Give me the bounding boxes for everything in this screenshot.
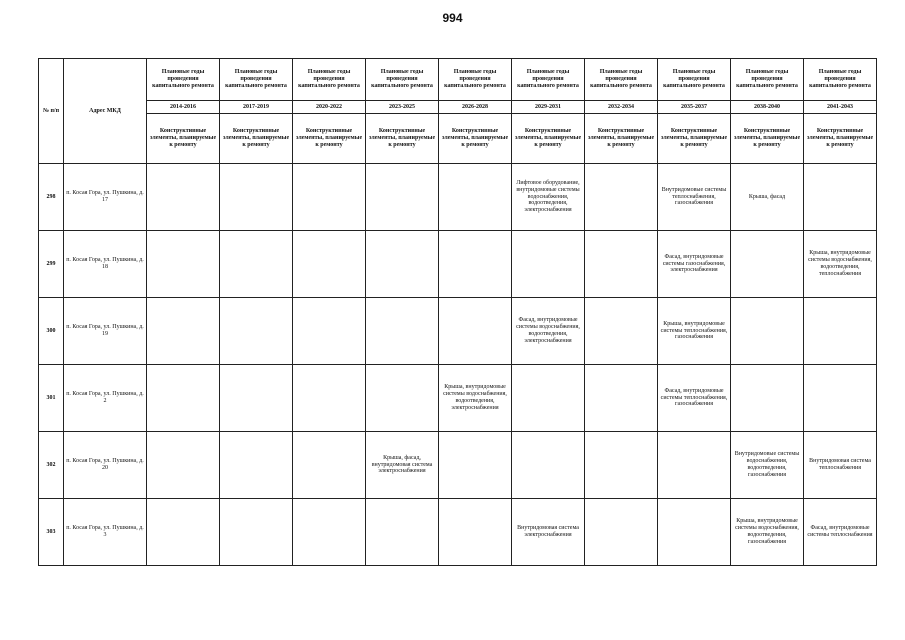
row-address: п. Косая Гора, ул. Пушкина, д. 2 <box>64 365 147 432</box>
repair-cell <box>731 231 804 298</box>
period-title: Плановые годы проведения капитального ремонта <box>439 59 512 101</box>
repair-cell <box>731 298 804 365</box>
repair-cell <box>804 164 877 231</box>
repair-cell <box>293 432 366 499</box>
period-years: 2014-2016 <box>147 101 220 114</box>
repair-cell <box>585 298 658 365</box>
row-number: 303 <box>39 499 64 566</box>
row-number: 299 <box>39 231 64 298</box>
repair-cell: Крыша, внутридомовые системы теплоснабжения, газоснабжения <box>658 298 731 365</box>
period-years: 2038-2040 <box>731 101 804 114</box>
period-years: 2032-2034 <box>585 101 658 114</box>
repair-cell <box>512 231 585 298</box>
row-number: 298 <box>39 164 64 231</box>
repair-cell <box>220 231 293 298</box>
repair-cell: Фасад, внутридомовые системы водоснабжения, водоотведения, электроснабжения <box>512 298 585 365</box>
period-title: Плановые годы проведения капитального ремонта <box>512 59 585 101</box>
repair-cell: Фасад, внутридомовые системы теплоснабжения, газоснабжения <box>658 365 731 432</box>
elements-label: Конструктивные элементы, планируемые к ремонту <box>366 114 439 164</box>
repair-cell <box>585 365 658 432</box>
repair-cell <box>366 365 439 432</box>
table-row <box>39 499 877 566</box>
repair-cell <box>512 365 585 432</box>
repair-cell <box>147 298 220 365</box>
period-years: 2026-2028 <box>439 101 512 114</box>
repair-cell <box>293 365 366 432</box>
elements-label: Конструктивные элементы, планируемые к ремонту <box>147 114 220 164</box>
repair-cell <box>220 432 293 499</box>
repair-cell <box>147 231 220 298</box>
repair-cell <box>293 231 366 298</box>
period-title: Плановые годы проведения капитального ремонта <box>293 59 366 101</box>
repair-cell <box>804 298 877 365</box>
repair-cell: Внутридомовые системы водоснабжения, водоотведения, газоснабжения <box>731 432 804 499</box>
repair-cell: Фасад, внутридомовые системы теплоснабжения <box>804 499 877 566</box>
header-address: Адрес МКД <box>64 59 147 164</box>
repair-cell: Внутридомовые системы теплоснабжения, газоснабжения <box>658 164 731 231</box>
period-title: Плановые годы проведения капитального ремонта <box>366 59 439 101</box>
repair-cell <box>293 499 366 566</box>
table-row <box>39 365 877 432</box>
repair-cell <box>220 164 293 231</box>
elements-label: Конструктивные элементы, планируемые к ремонту <box>439 114 512 164</box>
elements-label: Конструктивные элементы, планируемые к ремонту <box>585 114 658 164</box>
repair-cell <box>366 164 439 231</box>
header-num: № п/п <box>39 59 64 164</box>
repair-cell <box>439 432 512 499</box>
table-row <box>39 298 877 365</box>
repair-cell <box>220 365 293 432</box>
repair-cell <box>658 432 731 499</box>
repair-cell: Крыша, внутридомовые системы водоснабжения, водоотведения, газоснабжения <box>731 499 804 566</box>
repair-cell <box>366 298 439 365</box>
row-address: п. Косая Гора, ул. Пушкина, д. 20 <box>64 432 147 499</box>
period-title: Плановые годы проведения капитального ремонта <box>220 59 293 101</box>
repair-cell <box>439 231 512 298</box>
repair-cell <box>439 298 512 365</box>
repair-cell <box>147 365 220 432</box>
repair-cell <box>585 164 658 231</box>
row-address: п. Косая Гора, ул. Пушкина, д. 17 <box>64 164 147 231</box>
row-number: 302 <box>39 432 64 499</box>
repair-cell <box>293 298 366 365</box>
table-row <box>39 231 877 298</box>
elements-label: Конструктивные элементы, планируемые к ремонту <box>512 114 585 164</box>
repair-cell <box>147 499 220 566</box>
repair-cell <box>366 231 439 298</box>
row-number: 300 <box>39 298 64 365</box>
table-row <box>39 164 877 231</box>
period-title: Плановые годы проведения капитального ремонта <box>731 59 804 101</box>
repair-cell: Крыша, внутридомовые системы водоснабжения, водоотведения, электроснабжения <box>439 365 512 432</box>
period-years: 2029-2031 <box>512 101 585 114</box>
repair-cell <box>512 432 585 499</box>
repair-cell: Крыша, фасад, внутридомовая система электроснабжения <box>366 432 439 499</box>
repair-cell <box>439 499 512 566</box>
period-title: Плановые годы проведения капитального ремонта <box>147 59 220 101</box>
repair-cell <box>220 499 293 566</box>
period-title: Плановые годы проведения капитального ремонта <box>658 59 731 101</box>
repair-cell <box>731 365 804 432</box>
elements-label: Конструктивные элементы, планируемые к ремонту <box>731 114 804 164</box>
repair-cell <box>439 164 512 231</box>
elements-label: Конструктивные элементы, планируемые к ремонту <box>293 114 366 164</box>
repair-cell: Фасад, внутридомовые системы газоснабжения, электроснабжения <box>658 231 731 298</box>
period-title: Плановые годы проведения капитального ремонта <box>585 59 658 101</box>
period-years: 2041-2043 <box>804 101 877 114</box>
repair-cell <box>147 164 220 231</box>
elements-label: Конструктивные элементы, планируемые к ремонту <box>658 114 731 164</box>
repair-cell <box>658 499 731 566</box>
period-title: Плановые годы проведения капитального ремонта <box>804 59 877 101</box>
row-address: п. Косая Гора, ул. Пушкина, д. 3 <box>64 499 147 566</box>
repair-cell <box>804 365 877 432</box>
repair-cell: Крыша, фасад <box>731 164 804 231</box>
period-years: 2023-2025 <box>366 101 439 114</box>
repair-cell: Внутридомовая система электроснабжения <box>512 499 585 566</box>
row-address: п. Косая Гора, ул. Пушкина, д. 19 <box>64 298 147 365</box>
period-years: 2035-2037 <box>658 101 731 114</box>
repair-cell <box>585 432 658 499</box>
repair-schedule-table <box>38 58 877 566</box>
repair-cell: Лифтовое оборудование, внутридомовые системы водоснабжения, водоотведения, электроснабжения <box>512 164 585 231</box>
repair-cell <box>220 298 293 365</box>
repair-cell <box>147 432 220 499</box>
repair-cell: Внутридомовая система теплоснабжения <box>804 432 877 499</box>
row-number: 301 <box>39 365 64 432</box>
repair-cell <box>293 164 366 231</box>
period-years: 2020-2022 <box>293 101 366 114</box>
period-years: 2017-2019 <box>220 101 293 114</box>
row-address: п. Косая Гора, ул. Пушкина, д. 18 <box>64 231 147 298</box>
repair-cell <box>585 231 658 298</box>
elements-label: Конструктивные элементы, планируемые к ремонту <box>220 114 293 164</box>
table-row <box>39 432 877 499</box>
repair-cell <box>585 499 658 566</box>
page-number: 994 <box>442 11 463 25</box>
repair-cell <box>366 499 439 566</box>
repair-cell: Крыша, внутридомовые системы водоснабжения, водоотведения, теплоснабжения <box>804 231 877 298</box>
elements-label: Конструктивные элементы, планируемые к ремонту <box>804 114 877 164</box>
